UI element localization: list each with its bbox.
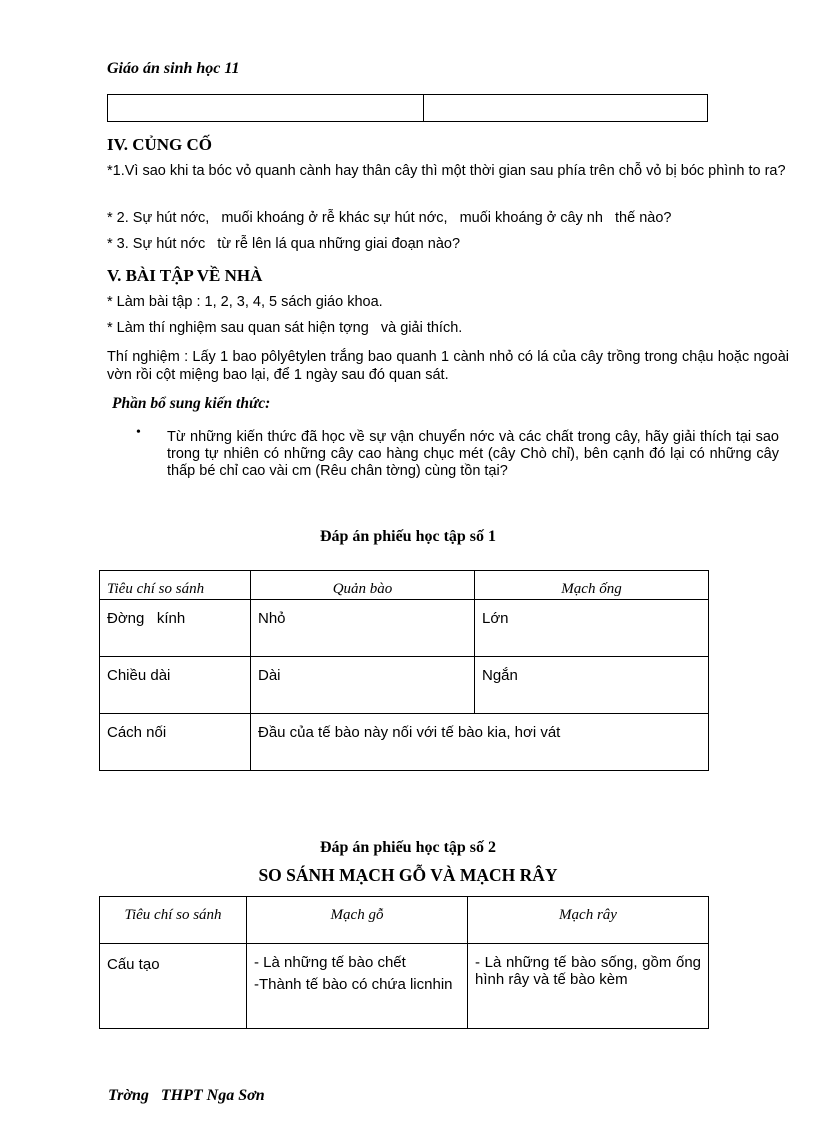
table-cell: Cách nối [100, 714, 251, 771]
document-footer: Trờng THPT Nga Sơn [108, 1087, 265, 1104]
table-row [100, 714, 709, 771]
table-header-cell: Mạch ống [475, 571, 709, 600]
table-header-cell: Quản bào [251, 571, 475, 600]
section-5-heading: V. BÀI TẬP VỀ NHÀ [107, 266, 263, 285]
homework-item-1: * Làm bài tập : 1, 2, 3, 4, 5 sách giáo khoa. [107, 294, 383, 310]
table-header-cell: Tiêu chí so sánh [100, 571, 251, 600]
table-header-cell: Tiêu chí so sánh [100, 897, 247, 944]
homework-item-2: * Làm thí nghiệm sau quan sát hiện tợng và giải thích. [107, 320, 463, 336]
document-header-title: Giáo án sinh học 11 [107, 60, 240, 77]
section-4-heading: IV. CỦNG CỐ [107, 135, 213, 154]
table-header-row [100, 571, 709, 600]
table-cell: - Là những tế bào sống, gồm ống hình rây và tế bào kèm [468, 944, 709, 1029]
answer-sheet-2-title: Đáp án phiếu học tập số 2 [319, 839, 497, 856]
review-question-2: * 2. Sự hút nớc, muối khoáng ở rễ khác sự hút nớc, muối khoáng ở cây nh thế nào? [107, 210, 672, 226]
answer-sheet-2-subtitle: SO SÁNH MẠCH GỖ VÀ MẠCH RÂY [258, 865, 558, 885]
table-row [100, 944, 709, 1029]
supplement-question: Từ những kiến thức đã học về sự vận chuyển nớc và các chất trong cây, hãy giải thích tại sao trong tự nhiên có những cây cao hàng chục mét (cây Chò chỉ), bên cạnh đó lại có những cây thấp bé chỉ cao vài cm (Rêu chân tờng) cùng tồn tại? [167, 429, 779, 479]
table-header-cell: Mạch rây [468, 897, 709, 944]
review-question-3: * 3. Sự hút nớc từ rễ lên lá qua những giai đoạn nào? [107, 236, 461, 252]
answer-table-1 [99, 570, 709, 771]
xylem-point: - Là những tế bào chết [254, 954, 406, 971]
supplement-heading: Phần bổ sung kiến thức: [112, 395, 271, 412]
empty-top-table [107, 94, 708, 122]
table-header-row [100, 897, 709, 944]
table-cell: Cấu tạo [100, 944, 247, 1029]
table-cell: Dài [251, 657, 475, 714]
bullet-marker: • [136, 425, 141, 440]
table-cell: Lớn [475, 600, 709, 657]
table-row [100, 657, 709, 714]
xylem-point: -Thành tế bào có chứa licnhin [254, 976, 453, 993]
table-cell: Đờng kính [100, 600, 251, 657]
table-cell: Ngắn [475, 657, 709, 714]
answer-table-2 [99, 896, 709, 1029]
table-cell: Nhỏ [251, 600, 475, 657]
table-cell: Chiều dài [100, 657, 251, 714]
review-question-1: *1.Vì sao khi ta bóc vỏ quanh cành hay thân cây thì một thời gian sau phía trên chỗ vỏ bị bóc phình to ra? [107, 163, 786, 179]
table-cell: Đầu của tế bào này nối với tế bào kia, hơi vát [251, 714, 709, 771]
answer-sheet-1-title: Đáp án phiếu học tập số 1 [319, 528, 497, 545]
table-row [100, 600, 709, 657]
table-cell [247, 944, 468, 1029]
experiment-description: Thí nghiệm : Lấy 1 bao pôlyêtylen trắng bao quanh 1 cành nhỏ có lá của cây trồng trong chậu hoặc ngoài vờn rồi cột miệng bao lại, để 1 ngày sau đó quan sát. [107, 349, 789, 383]
empty-table-cell [108, 95, 424, 121]
table-header-cell: Mạch gỗ [247, 897, 468, 944]
